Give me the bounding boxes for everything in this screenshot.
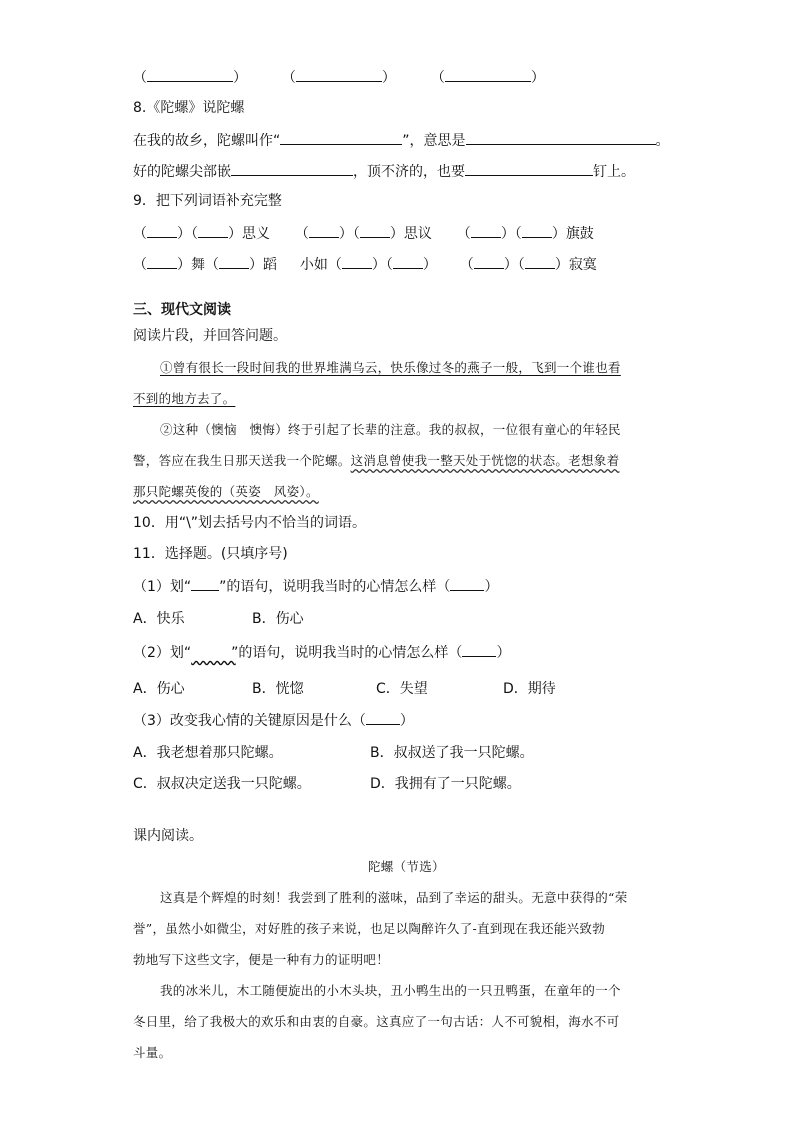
passage-line: 这真是个辉煌的时刻！我尝到了胜利的滋味，品到了幸运的甜头。无意中获得的“荣	[160, 890, 628, 905]
q9-word: 寂寞	[568, 257, 597, 273]
option[interactable]: D．我拥有了一只陀螺。	[370, 776, 521, 792]
straight-line-sample	[191, 576, 219, 591]
option[interactable]: A．我老想着那只陀螺。	[133, 745, 283, 761]
option[interactable]: C．叔叔决定送我一只陀螺。	[133, 776, 311, 792]
q9-blank[interactable]	[474, 253, 504, 269]
option[interactable]: D．期待	[503, 681, 556, 697]
q11-s2-answer[interactable]	[462, 642, 496, 657]
option[interactable]: B．恍惚	[252, 681, 304, 697]
passage-line	[133, 451, 619, 471]
passage-line: ①曾有很长一段时间我的世界堆满乌云，快乐像过冬的燕子一般，飞到一个谁也看	[160, 360, 621, 375]
q9-blank[interactable]	[198, 222, 228, 238]
passage-line: ②这种（懊恼 懊悔）终于引起了长辈的注意。我的叔叔，一位很有童心的年轻民	[160, 422, 621, 437]
q9-word: 思议	[403, 226, 432, 242]
passage-line: 勃地写下这些文字，便是一种有力的证明吧！	[133, 952, 390, 967]
q9-word: 旗鼓	[565, 226, 594, 242]
q9-word: 思义	[242, 226, 270, 242]
q11-s2	[133, 642, 510, 663]
passage-line: 斗量。	[133, 1045, 172, 1060]
q11-text: （2）划“	[133, 645, 192, 661]
option[interactable]: C．失望	[376, 681, 428, 697]
q11-text: ”的语句，说明我当时的心情怎么样（	[231, 645, 463, 661]
q9-blank[interactable]	[471, 222, 501, 238]
paren-close: ）	[381, 70, 396, 86]
q9-word: 小如	[299, 257, 328, 273]
q8-text: ”，意思是	[402, 133, 466, 149]
q11-s1	[133, 576, 498, 597]
q9-blank[interactable]	[393, 253, 423, 269]
q9-blank[interactable]	[219, 253, 249, 269]
q11-s1-answer[interactable]	[450, 576, 484, 591]
passage-line: 誉”，虽然小如微尘，对好胜的孩子来说，也足以陶醉许久了-直到现在我还能兴致勃	[133, 921, 606, 936]
q10: 10．用“\”划去括号内不恰当的词语。	[133, 515, 367, 531]
blank-3[interactable]	[445, 66, 531, 82]
paren-open: （	[281, 70, 296, 86]
q11-text: （3）改变我心情的关键原因是什么（	[133, 713, 366, 729]
paren-open: （	[430, 70, 445, 86]
q9-row2: （ ）舞（ ）蹈 小如（ ）（ ） （ ）（ ）寂寞	[133, 253, 597, 275]
section-intro: 阅读片段，并回答问题。	[133, 328, 287, 344]
q11-s3-answer[interactable]	[366, 710, 400, 725]
q9-title: 9．把下列词语补充完整	[133, 193, 282, 209]
option[interactable]: B．伤心	[252, 611, 304, 627]
paren-close: ）	[233, 70, 247, 86]
q11-title: 11．选择题。(只填序号)	[133, 546, 288, 562]
blank-1[interactable]	[147, 66, 233, 82]
wavy-line-sample: ​	[191, 645, 236, 661]
q8-blank-nail[interactable]	[465, 160, 593, 176]
q9-blank[interactable]	[360, 222, 390, 238]
passage-line: 那只陀螺英俊的（英姿 风姿）。	[133, 484, 319, 499]
q8-text: 好的陀螺尖部嵌	[133, 164, 231, 180]
q9-blank[interactable]	[309, 222, 339, 238]
passage-line: 我的冰米儿，木工随便旋出的小木头块，丑小鸭生出的一只丑鸭蛋，在童年的一个	[160, 983, 621, 998]
q8-line1	[133, 129, 670, 151]
q11-text: （1）划“	[133, 579, 192, 595]
q9-blank[interactable]	[147, 253, 177, 269]
reading2-intro: 课内阅读。	[133, 828, 203, 844]
q11-s3	[133, 710, 414, 731]
q8-blank-meaning[interactable]	[466, 129, 656, 145]
paren-close: ）	[530, 70, 545, 86]
q11-text: ）	[399, 713, 414, 729]
q9-row1: （ ）（ ）思义 （ ）（ ）思议 （ ）（ ）旗鼓	[133, 222, 594, 244]
q9-word: 舞	[191, 257, 205, 273]
q8-text: 钉上。	[593, 164, 635, 180]
passage-line: 冬日里，给了我极大的欢乐和由衷的自豪。这真应了一句古话：人不可貌相，海水不可	[133, 1014, 620, 1029]
passage-text: 警，答应在我生日那天送我一个陀螺。	[133, 453, 351, 468]
q8-blank-name[interactable]	[280, 129, 402, 145]
passage-wavy-text: 这消息曾使我一整天处于恍惚的状态。老想象着	[350, 453, 620, 468]
q11-text: ”的语句，说明我当时的心情怎么样（	[219, 579, 451, 595]
passage-title: 陀螺（节选）	[368, 859, 445, 874]
section-title: 三、现代文阅读	[133, 302, 231, 318]
q9-blank[interactable]	[525, 253, 555, 269]
paren-open: （	[133, 70, 147, 86]
q9-blank[interactable]	[147, 222, 177, 238]
q8-text: 。	[655, 133, 670, 149]
q8-text: ，顶不济的，也要	[353, 164, 465, 180]
passage-line: 不到的地方去了。	[133, 391, 236, 406]
q9-word: 蹈	[263, 257, 277, 273]
blank-2[interactable]	[296, 66, 382, 82]
option[interactable]: A．快乐	[133, 611, 185, 627]
q11-text: ）	[496, 645, 511, 661]
option[interactable]: A．伤心	[133, 681, 185, 697]
q8-line2	[133, 160, 635, 182]
option[interactable]: B．叔叔送了我一只陀螺。	[370, 745, 534, 761]
q8-title: 8.《陀螺》说陀螺	[133, 100, 245, 116]
q8-text: 在我的故乡，陀螺叫作“	[133, 133, 281, 149]
q9-blank[interactable]	[342, 253, 372, 269]
q8-blank-embed[interactable]	[231, 160, 353, 176]
top-blanks-row	[133, 66, 545, 88]
q9-blank[interactable]	[522, 222, 552, 238]
q11-text: ）	[484, 579, 499, 595]
